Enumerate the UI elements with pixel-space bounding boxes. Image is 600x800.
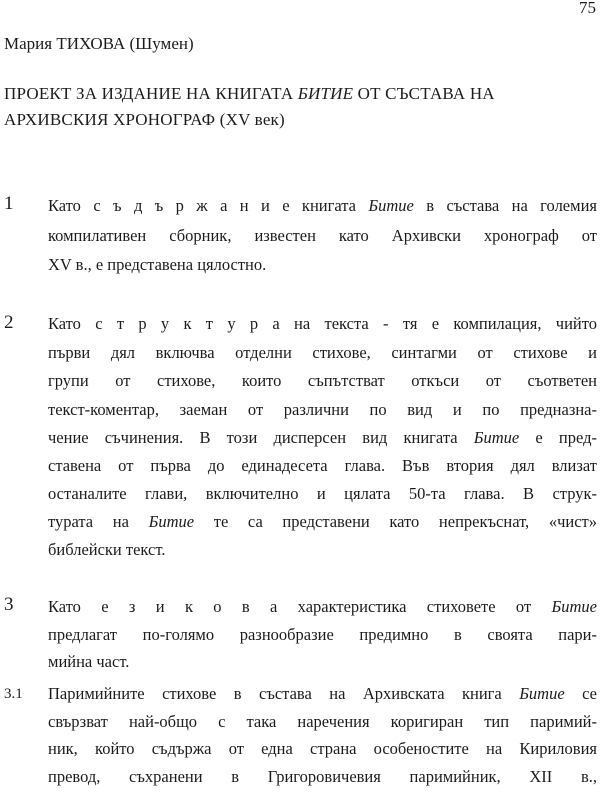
text-segment: превод, съхранени в Григоровичевия паримийник, XII в., bbox=[48, 767, 597, 786]
text-segment: първи дял включва отделни стихове, синтагми от стихове и bbox=[48, 343, 597, 362]
text-segment: ПРОЕКТ ЗА ИЗДАНИЕ НА КНИГАТА bbox=[4, 84, 298, 103]
paragraph-line bbox=[48, 512, 597, 534]
paragraph-line bbox=[48, 456, 597, 478]
paragraph-line bbox=[48, 371, 597, 393]
paragraph-line bbox=[48, 712, 597, 734]
italic-text: Битие bbox=[368, 196, 414, 215]
text-segment: Като с ъ д ъ р ж а н и е книгата bbox=[48, 196, 369, 215]
text-segment: XV в., е представена цялостно. bbox=[48, 255, 267, 274]
text-segment: текст-коментар, заеман от различни по вид и по предназна- bbox=[48, 400, 597, 419]
text-segment: предлагат по-голямо разнообразие предимно в своята пари- bbox=[48, 625, 597, 644]
italic-text: Битие bbox=[551, 597, 597, 616]
text-segment: е пред- bbox=[519, 428, 597, 447]
italic-text: БИТИЕ bbox=[297, 84, 354, 103]
section-number: 3 bbox=[4, 594, 14, 615]
text-segment: библейски текст. bbox=[48, 540, 166, 559]
article-title-line bbox=[4, 110, 285, 130]
paragraph-line bbox=[48, 226, 597, 248]
paragraph-line bbox=[48, 767, 597, 789]
text-segment: Като с т р у к т у р а на текста - тя е компилация, чийто bbox=[48, 314, 597, 333]
paragraph-line bbox=[48, 652, 597, 674]
text-segment: мийна част. bbox=[48, 652, 130, 671]
section-number: 1 bbox=[4, 193, 14, 214]
text-segment: ник, който съдържа от една страна особеностите на Кириловия bbox=[48, 739, 597, 758]
text-segment: ОТ СЪСТАВА НА bbox=[353, 84, 495, 103]
italic-text: Битие bbox=[148, 512, 195, 531]
paragraph-line bbox=[48, 343, 597, 365]
text-segment: в състава на големия bbox=[413, 196, 597, 215]
paragraph-line bbox=[48, 684, 597, 706]
text-segment: АРХИВСКИЯ ХРОНОГРАФ (XV век) bbox=[4, 110, 285, 129]
section-number: 3.1 bbox=[4, 686, 23, 702]
paragraph-line bbox=[48, 484, 597, 506]
text-segment: турата на bbox=[48, 512, 149, 531]
text-segment: Паримийните стихове в състава на Архивската книга bbox=[48, 684, 520, 703]
text-segment: групи от стихове, които съпътстват откъси от съответен bbox=[48, 371, 597, 390]
paragraph-line bbox=[48, 255, 597, 277]
section-number: 2 bbox=[4, 312, 14, 333]
paragraph-line bbox=[48, 540, 597, 562]
paragraph-line bbox=[48, 597, 597, 619]
text-segment: те са представени като непрекъснат, «чист» bbox=[194, 512, 597, 531]
text-segment: компилативен сборник, известен като Архивски хронограф от bbox=[48, 226, 597, 245]
italic-text: Битие bbox=[473, 428, 520, 447]
text-segment: Като е з и к о в а характеристика стиховете от bbox=[48, 597, 552, 616]
article-title-line bbox=[4, 84, 495, 104]
text-segment: чение съчинения. В този дисперсен вид книгата bbox=[48, 428, 474, 447]
page-number: 75 bbox=[579, 0, 596, 17]
paragraph-line bbox=[48, 314, 597, 336]
paragraph-line bbox=[48, 400, 597, 422]
paragraph-line bbox=[48, 625, 597, 647]
text-segment: ставена от първа до единадесета глава. Във втория дял влизат bbox=[48, 456, 597, 475]
paragraph-line bbox=[48, 739, 597, 761]
text-segment: свързват най-общо с така наречения коригиран тип паримий- bbox=[48, 712, 597, 731]
paragraph-line bbox=[48, 428, 597, 450]
author-line: Мария ТИХОВА (Шумен) bbox=[4, 34, 194, 53]
paragraph-line bbox=[48, 196, 597, 218]
text-segment: останалите глави, включително и цялата 50-та глава. В струк- bbox=[48, 484, 597, 503]
italic-text: Битие bbox=[519, 684, 565, 703]
text-segment: се bbox=[564, 684, 597, 703]
